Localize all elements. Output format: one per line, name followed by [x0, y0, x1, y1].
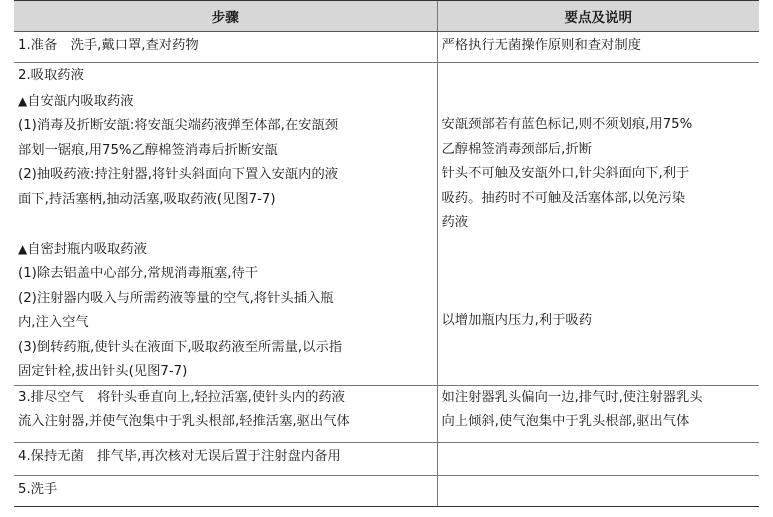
step-2-line: 固定针栓,拔出针头(见图7-7)	[18, 364, 188, 379]
step-2-line: (2)注射器内吸入与所需药液等量的空气,将针头插入瓶	[18, 290, 334, 306]
step-2-title: 2.吸取药液	[18, 68, 84, 83]
note-2-line: 安瓿颈部若有蓝色标记,则不须划痕,用75%	[441, 117, 693, 132]
header-notes: 要点及说明	[437, 1, 759, 32]
spacer	[442, 236, 760, 261]
note-cell	[437, 475, 759, 506]
table-row	[14, 63, 759, 386]
step-cell	[14, 32, 437, 63]
spacer	[442, 285, 760, 310]
subsection-ampoule	[18, 89, 437, 115]
procedure-table	[14, 0, 759, 507]
note-2-line: 以增加瓶内压力,利于吸药	[441, 313, 592, 328]
step-5-text: 5.洗手	[18, 481, 58, 497]
spacer	[442, 64, 760, 89]
step-2-line: (2)抽吸药液:持注射器,将针头斜面向下置入安瓿内的液	[18, 167, 339, 182]
spacer	[18, 212, 437, 237]
table-row	[14, 475, 759, 506]
step-cell	[14, 385, 437, 442]
note-2-line: 药液	[441, 215, 469, 230]
note-cell	[437, 32, 759, 63]
note-2-line: 针头不可触及安瓿外口,针尖斜面向下,利于	[441, 166, 690, 181]
header-steps: 步骤	[14, 1, 437, 32]
subsection-title: 自密封瓶内吸取药液	[27, 241, 147, 257]
step-1-text: 1.准备 洗手,戴口罩,查对药物	[18, 38, 199, 53]
step-3-line: 流入注射器,并使气泡集中于乳头根部,轻推活塞,驱出气体	[18, 414, 350, 429]
note-cell	[437, 385, 759, 442]
step-3-line: 3.排尽空气 将针头垂直向上,轻拉活塞,使针头内的药液	[18, 389, 345, 405]
note-2-line: 乙醇棉签消毒颈部后,折断	[441, 141, 592, 157]
procedure-table-container	[14, 0, 759, 517]
note-cell	[437, 63, 759, 386]
subsection-title: 自安瓿内吸取药液	[27, 93, 134, 109]
table-row	[14, 442, 759, 475]
step-cell	[14, 63, 437, 386]
note-2-line: 吸药。抽药时不可触及活塞体部,以免污染	[441, 190, 686, 206]
triangle-marker-icon: ▲	[18, 241, 28, 256]
step-2-line: (3)倒转药瓶,使针头在液面下,吸取药液至所需量,以示指	[18, 339, 343, 355]
table-row	[14, 32, 759, 63]
step-2-line: (1)除去铝盖中心部分,常规消毒瓶塞,待干	[18, 266, 259, 281]
note-1-text: 严格执行无菌操作原则和查对制度	[441, 38, 641, 53]
note-3-line: 如注射器乳头偏向一边,排气时,使注射器乳头	[441, 389, 703, 405]
spacer	[442, 89, 760, 114]
step-2-line: 部划一锯痕,用75%乙醇棉签消毒后折断安瓿	[18, 142, 278, 158]
note-cell	[437, 442, 759, 475]
note-3-line: 向上倾斜,使气泡集中于乳头根部,驱出气体	[441, 414, 690, 429]
step-cell	[14, 442, 437, 475]
step-2-line: (1)消毒及折断安瓿:将安瓿尖端药液弹至体部,在安瓿颈	[18, 118, 339, 133]
table-header-row	[14, 1, 759, 32]
spacer	[442, 260, 760, 285]
triangle-marker-icon: ▲	[18, 93, 28, 108]
step-cell	[14, 475, 437, 506]
subsection-vial	[18, 237, 437, 263]
step-2-line: 内,注入空气	[18, 315, 89, 330]
step-4-text: 4.保持无菌 排气毕,再次核对无误后置于注射盘内备用	[18, 448, 341, 464]
table-row	[14, 385, 759, 442]
step-2-line: 面下,持活塞柄,抽动活塞,吸取药液(见图7-7)	[18, 191, 276, 207]
